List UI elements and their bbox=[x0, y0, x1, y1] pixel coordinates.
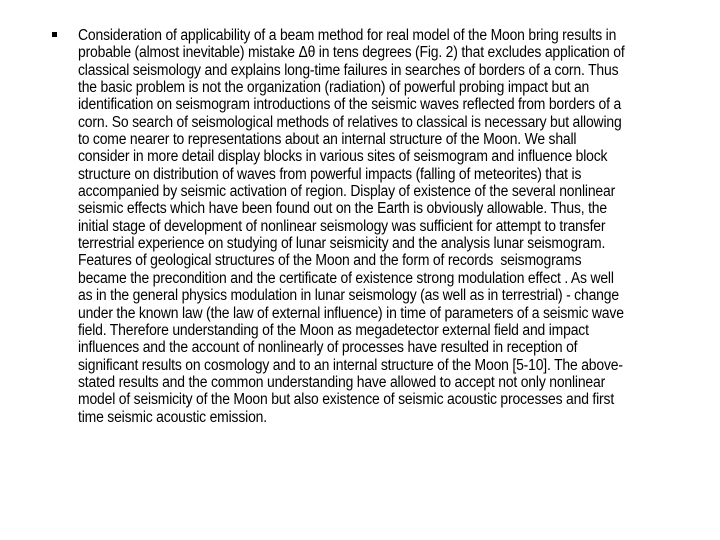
square-bullet-icon bbox=[52, 32, 57, 37]
bullet-paragraph-text: Consideration of applicability of a beam method for real model of the Moon bring results in probable (almost inevitable) mistake Δθ in tens degrees (Fig. 2) that excludes application of classical seismology and explains long-time failures in searches of borders of a corn. Thus the basic problem is not the organization (radiation) of powerful probing impact but an identification on seismogram introductions of the seismic waves reflected from borders of a corn. So search of seismological methods of relatives to classical is necessary but allowing to come nearer to representations about an internal structure of the Moon. We shall consider in more detail display blocks in various sites of seismogram and influence block structure on distribution of waves from powerful impacts (falling of meteorites) that is accompanied by seismic activation of region. Display of existence of the several nonlinear seismic effects which have been found out on the Earth is obviously allowable. Thus, the initial stage of development of nonlinear seismology was sufficient for attempt to transfer terrestrial experience on studying of lunar seismicity and the analysis lunar seismogram. Features of geological structures of the Moon and the form of records seismograms became the precondition and the certificate of existence strong modulation effect . As well as in the general physics modulation in lunar seismology (as well as in terrestrial) - change under the known law (the law of external influence) in time of parameters of a seismic wave field. Therefore understanding of the Moon as megadetector external field and impact influences and the account of nonlinearly of processes have resulted in reception of significant results on cosmology and to an internal structure of the Moon [5-10]. The above-stated results and the common understanding have allowed to accept not only nonlinear model of seismicity of the Moon but also existence of seismic acoustic processes and first time seismic acoustic emission. bbox=[78, 27, 629, 426]
